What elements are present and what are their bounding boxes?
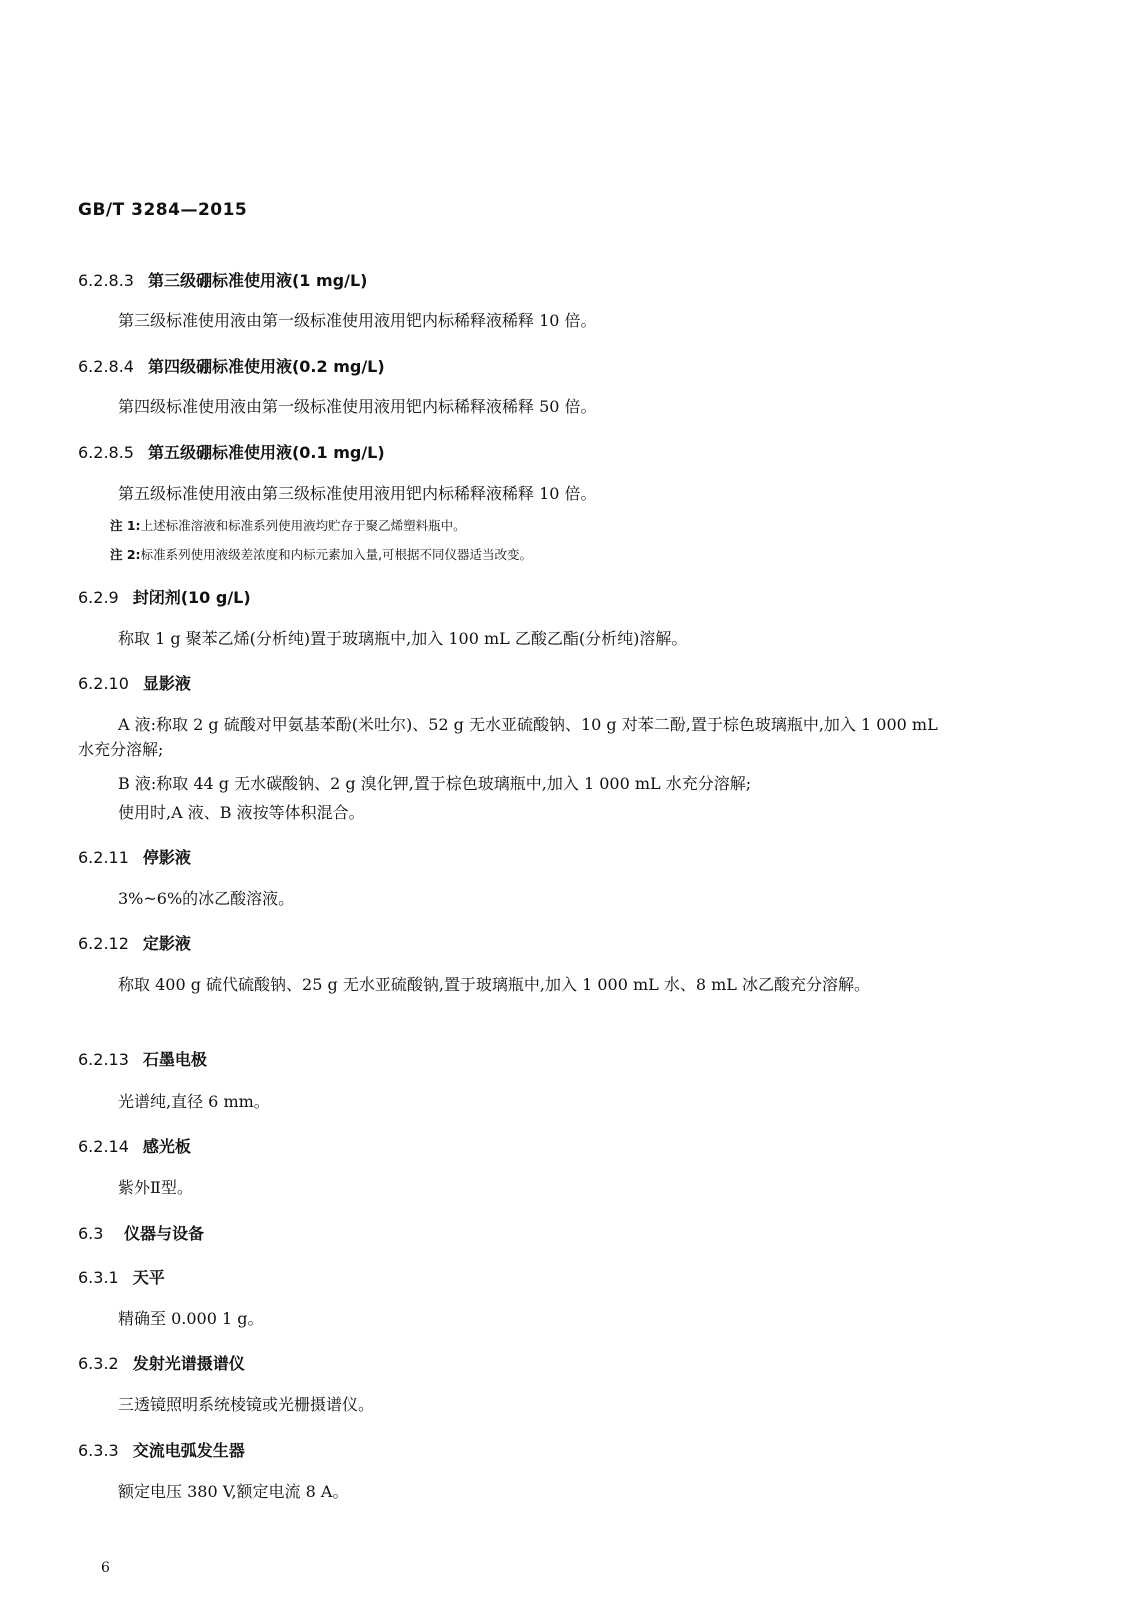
- section-heading-6-2-8-5: [78, 440, 385, 463]
- section-number: 6.3.3: [78, 1441, 119, 1460]
- section-heading-6-2-10: [78, 671, 191, 694]
- section-number: 6.3: [78, 1224, 104, 1243]
- section-number: 6.2.13: [78, 1050, 129, 1069]
- section-title: 第四级硼标准使用液(0.2 mg/L): [147, 357, 385, 376]
- section-heading-6-3: [78, 1221, 204, 1244]
- section-body-6-2-13: 光谱纯,直径 6 mm。: [118, 1092, 270, 1111]
- section-body-6-3-1: 精确至 0.000 1 g。: [118, 1309, 264, 1328]
- section-number: 6.3.2: [78, 1354, 119, 1373]
- section-number: 6.2.11: [78, 848, 129, 867]
- section-body-6-3-3: 额定电压 380 V,额定电流 8 A。: [118, 1482, 349, 1501]
- note-label: 注 2:: [110, 547, 141, 562]
- section-number: 6.2.8.3: [78, 271, 134, 290]
- section-title: 定影液: [142, 934, 191, 953]
- section-body-6-2-8-3: 第三级标准使用液由第一级标准使用液用钯内标稀释液稀释 10 倍。: [118, 311, 597, 330]
- section-title: 交流电弧发生器: [132, 1441, 245, 1460]
- section-number: 6.3.1: [78, 1268, 119, 1287]
- section-body-6-2-12: 称取 400 g 硫代硫酸钠、25 g 无水亚硫酸钠,置于玻璃瓶中,加入 1 000 mL 水、8 mL 冰乙酸充分溶解。: [118, 975, 870, 994]
- section-title: 天平: [132, 1268, 165, 1287]
- note-text: 上述标准溶液和标准系列使用液均贮存于聚乙烯塑料瓶中。: [140, 518, 466, 533]
- section-title: 显影液: [142, 674, 191, 693]
- section-heading-6-2-8-4: [78, 354, 385, 377]
- section-number: 6.2.8.4: [78, 357, 134, 376]
- section-body-6-2-8-4: 第四级标准使用液由第一级标准使用液用钯内标稀释液稀释 50 倍。: [118, 397, 597, 416]
- section-body-6-2-11: 3%~6%的冰乙酸溶液。: [118, 889, 295, 908]
- standard-number: GB/T 3284—2015: [78, 200, 248, 220]
- section-title: 第五级硼标准使用液(0.1 mg/L): [147, 443, 385, 462]
- section-body-6-3-2: 三透镜照明系统棱镜或光栅摄谱仪。: [118, 1395, 375, 1414]
- section-body-6-2-10-a: A 液:称取 2 g 硫酸对甲氨基苯酚(米吐尔)、52 g 无水亚硫酸钠、10 g 对苯二酚,置于棕色玻璃瓶中,加入 1 000 mL 水充分溶解;: [78, 715, 938, 759]
- section-number: 6.2.8.5: [78, 443, 134, 462]
- section-heading-6-2-13: [78, 1047, 207, 1070]
- section-heading-6-2-8-3: [78, 268, 367, 291]
- section-body-6-2-8-5: 第五级标准使用液由第三级标准使用液用钯内标稀释液稀释 10 倍。: [118, 484, 597, 503]
- page-number: 6: [101, 1560, 110, 1576]
- section-heading-6-2-12: [78, 931, 191, 954]
- section-number: 6.2.10: [78, 674, 129, 693]
- section-title: 发射光谱摄谱仪: [132, 1354, 245, 1373]
- section-heading-6-3-2: [78, 1351, 245, 1374]
- note-2: [110, 545, 532, 563]
- section-body-6-2-14: 紫外Ⅱ型。: [118, 1178, 193, 1197]
- note-1: [110, 516, 466, 534]
- section-title: 停影液: [142, 848, 191, 867]
- section-body-6-2-10-b: B 液:称取 44 g 无水碳酸钠、2 g 溴化钾,置于棕色玻璃瓶中,加入 1 000 mL 水充分溶解;: [118, 774, 752, 793]
- section-body-6-2-9: 称取 1 g 聚苯乙烯(分析纯)置于玻璃瓶中,加入 100 mL 乙酸乙酯(分析纯)溶解。: [118, 629, 688, 648]
- section-heading-6-2-9: [78, 585, 251, 608]
- section-number: 6.2.14: [78, 1137, 129, 1156]
- section-title: 感光板: [142, 1137, 191, 1156]
- section-heading-6-3-3: [78, 1438, 245, 1461]
- section-body-6-2-10-c: 使用时,A 液、B 液按等体积混合。: [118, 803, 365, 822]
- section-title: 第三级硼标准使用液(1 mg/L): [147, 271, 368, 290]
- section-number: 6.2.9: [78, 588, 119, 607]
- section-title: 仪器与设备: [124, 1224, 205, 1243]
- section-title: 石墨电极: [142, 1050, 207, 1069]
- section-heading-6-2-14: [78, 1134, 191, 1157]
- note-text: 标准系列使用液级差浓度和内标元素加入量,可根据不同仪器适当改变。: [140, 547, 533, 562]
- section-heading-6-2-11: [78, 845, 191, 868]
- section-number: 6.2.12: [78, 934, 129, 953]
- section-title: 封闭剂(10 g/L): [132, 588, 251, 607]
- note-label: 注 1:: [110, 518, 141, 533]
- section-heading-6-3-1: [78, 1265, 165, 1288]
